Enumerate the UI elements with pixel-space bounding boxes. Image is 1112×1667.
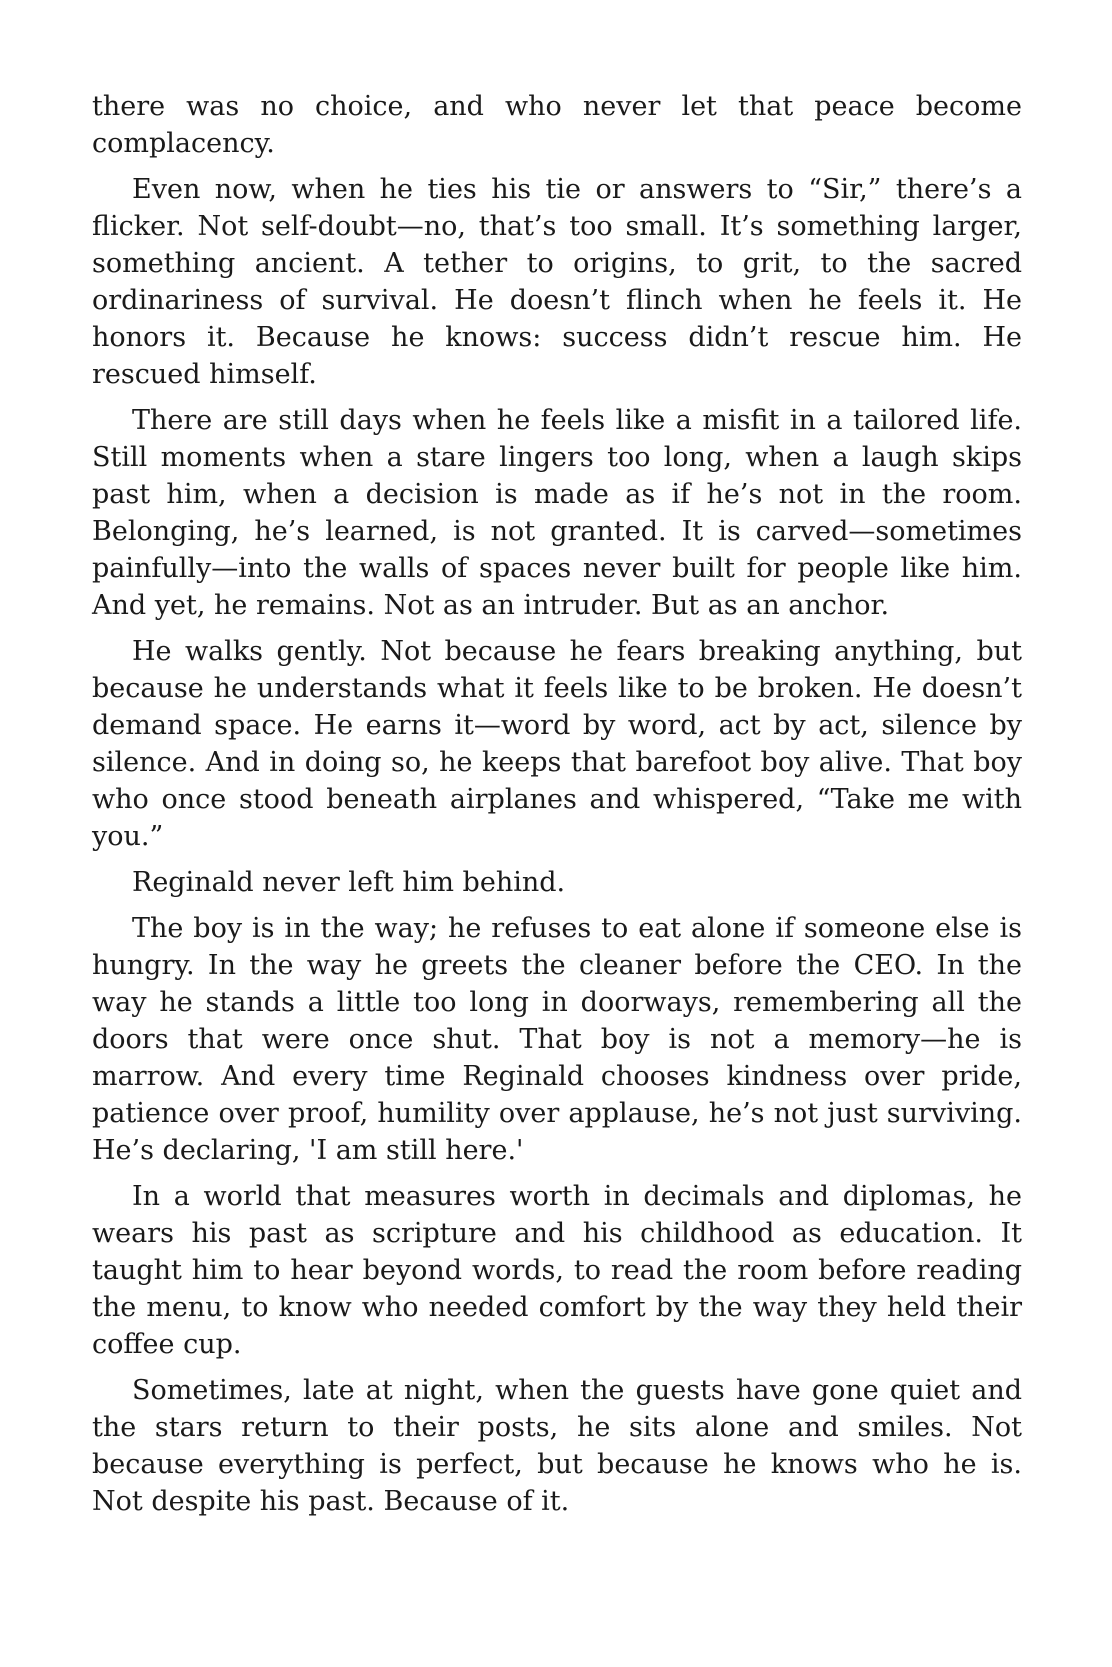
paragraph: In a world that measures worth in decimals and diplomas, he wears his past as scripture and his childhood as education. It taught him to hear beyond words, to read the room before reading the menu, to know who needed comfort by the way they held their coffee cup. [92,1181,1022,1360]
paragraph: Sometimes, late at night, when the guests have gone quiet and the stars return to their posts, he sits alone and smiles. Not because everything is perfect, but because he knows who he is. Not despite his past. Because of it. [92,1375,1022,1517]
paragraph: The boy is in the way; he refuses to eat alone if someone else is hungry. In the way he greets the cleaner before the CEO. In the way he stands a little too long in doorways, remembering all the doors that were once shut. That boy is not a memory—he is marrow. And every time Reginald chooses kindness over pride, patience over proof, humility over applause, he’s not just surviving. He’s declaring, 'I am still here.' [92,913,1022,1166]
paragraph: There are still days when he feels like a misfit in a tailored life. Still moments when a stare lingers too long, when a laugh skips past him, when a decision is made as if he’s not in the room. Belonging, he’s learned, is not granted. It is carved—sometimes painfully—into the walls of spaces never built for people like him. And yet, he remains. Not as an intruder. But as an anchor. [92,405,1022,621]
page-body [92,88,1022,1529]
paragraph: Even now, when he ties his tie or answers to “Sir,” there’s a flicker. Not self-doubt—no, that’s too small. It’s something larger, something ancient. A tether to origins, to grit, to the sacred ordinariness of survival. He doesn’t flinch when he feels it. He honors it. Because he knows: success didn’t rescue him. He rescued himself. [92,174,1022,390]
paragraph-continued: there was no choice, and who never let that peace become complacency. [92,91,1022,159]
paragraph: Reginald never left him behind. [132,867,566,898]
paragraph: He walks gently. Not because he fears breaking anything, but because he understands what it feels like to be broken. He doesn’t demand space. He earns it—word by word, act by act, silence by silence. And in doing so, he keeps that barefoot boy alive. That boy who once stood beneath airplanes and whispered, “Take me with you.” [92,636,1022,852]
